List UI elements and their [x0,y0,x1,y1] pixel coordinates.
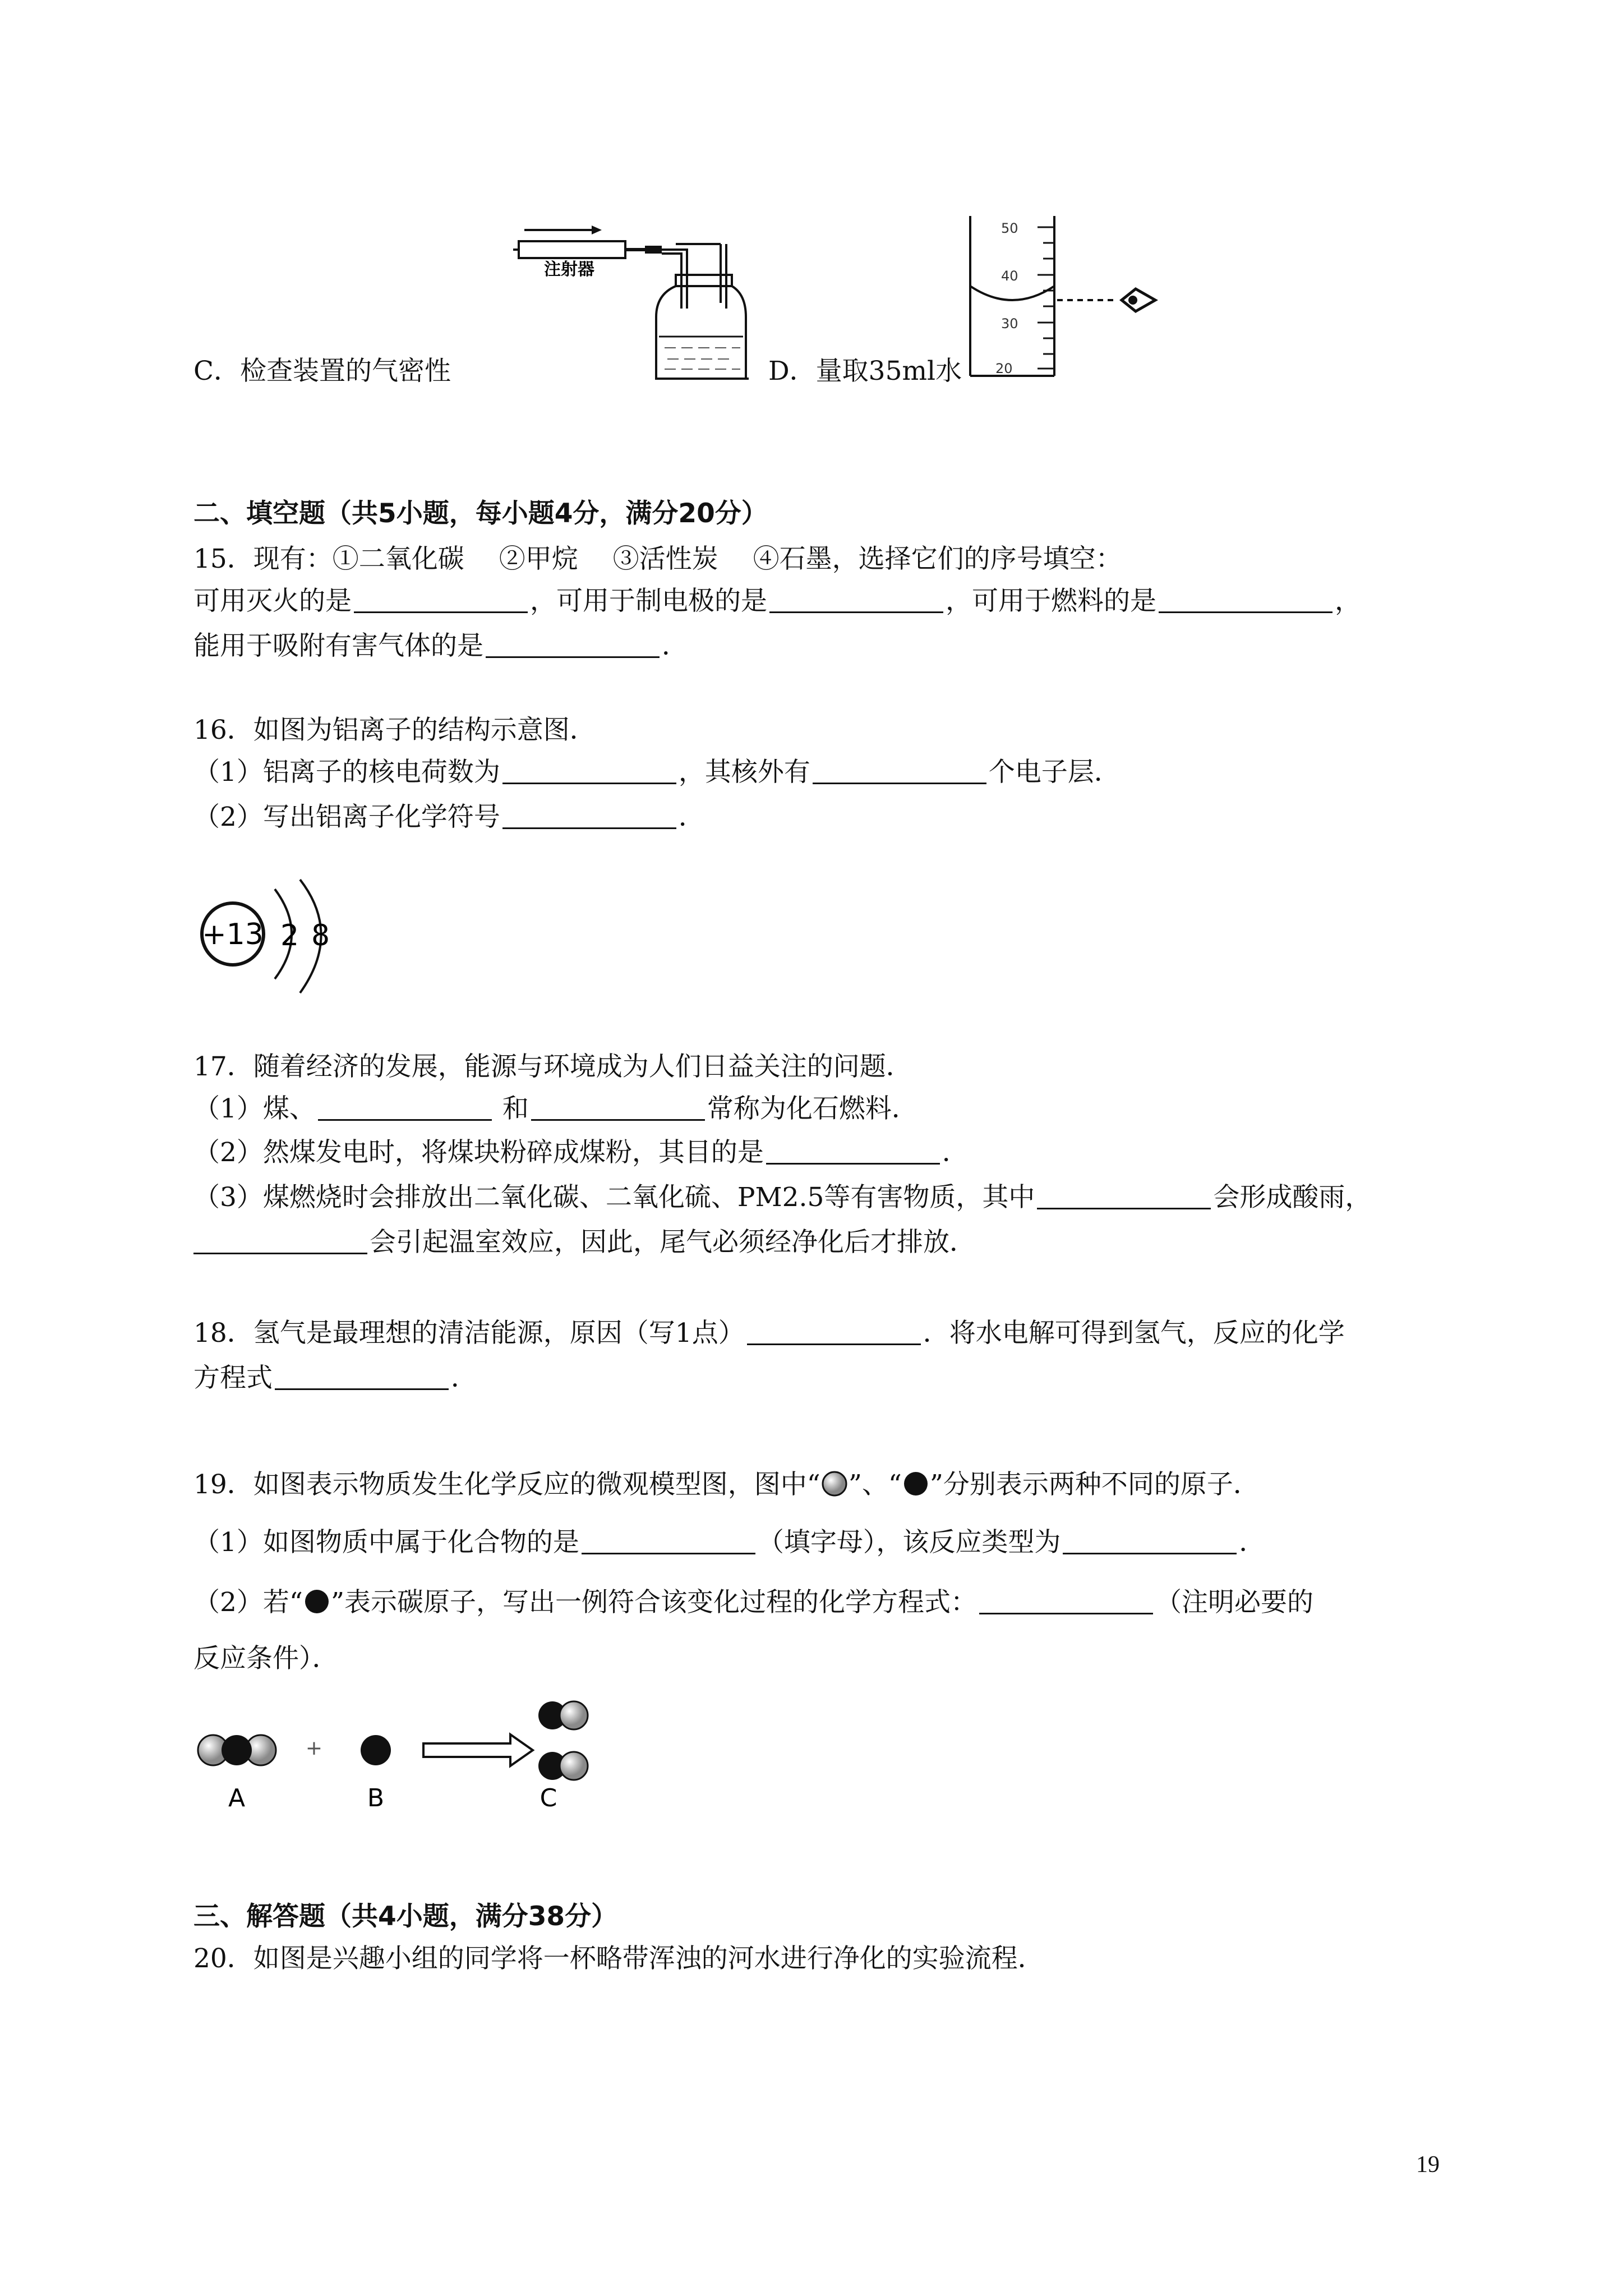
q16-part2 [193,799,705,835]
q15-line1 [193,583,1361,619]
cyl-mark-40: 40 [1001,268,1018,284]
white-atom-icon [820,1470,849,1498]
answer-blank[interactable] [354,587,528,613]
answer-blank[interactable] [318,1094,492,1121]
reaction-model-diagram [196,1700,600,1829]
q18-text-b: ．将水电解可得到氢气，反应的化学 [923,1318,1345,1349]
q17-text-e: ． [942,1137,969,1168]
q17-text-a: （1）煤、 [193,1093,316,1124]
q19-part3: 反应条件）． [193,1643,339,1674]
q17-text-b: 和 [494,1093,529,1124]
answer-blank[interactable] [1159,587,1332,613]
section3-title: 三、解答题（共4小题，满分38分） [193,1901,618,1932]
aluminum-ion-diagram [196,875,353,1010]
q18-text-c: 方程式 [193,1363,273,1393]
nucleus-charge: +13 [202,918,264,951]
cyl-mark-20: 20 [995,361,1013,376]
label-a: A [228,1784,246,1812]
q14-option-c: C．检查装置的气密性 [193,356,451,386]
q16-stem: 16．如图为铝离子的结构示意图． [193,715,596,746]
answer-blank[interactable] [1037,1183,1211,1209]
measuring-cylinder-figure [965,210,1166,390]
q15-text-f: ． [662,631,688,661]
q15-text-a: 可用灭火的是 [193,586,352,616]
answer-blank[interactable] [531,1094,705,1121]
q16-text-e: ． [678,802,705,832]
q17-part3 [193,1180,1371,1216]
q19-part2 [193,1585,1313,1621]
q20-stem: 20．如图是兴趣小组的同学将一杯略带浑浊的河水进行净化的实验流程． [193,1943,1044,1974]
answer-blank[interactable] [747,1319,921,1345]
q15-line2 [193,628,688,664]
plus-sign: + [305,1737,323,1760]
carbon-atom-icon [303,1588,331,1616]
label-c: C [540,1784,557,1812]
q16-text-d: （2）写出铝离子化学符号 [193,802,500,832]
q19-text-f: ． [1239,1527,1266,1558]
q19-text-c: ”分别表示两种不同的原子． [929,1469,1260,1500]
q15-text-d: ， [1335,586,1361,616]
q16-text-b: ，其核外有 [678,757,810,788]
answer-blank[interactable] [979,1588,1153,1614]
answer-blank[interactable] [486,632,660,658]
q15-text-e: 能用于吸附有害气体的是 [193,631,483,661]
q19-line1 [193,1467,1260,1503]
q17-part4 [193,1225,976,1260]
black-atom-icon [902,1470,930,1498]
q17-stem: 17．随着经济的发展，能源与环境成为人们日益关注的问题． [193,1051,912,1082]
answer-blank[interactable] [275,1364,449,1390]
q19-text-g: （2）若“ [193,1587,303,1618]
answer-blank[interactable] [813,758,986,784]
q15-text-c: ，可用于燃料的是 [946,586,1156,616]
answer-blank[interactable] [1063,1528,1237,1554]
q16-text-a: （1）铝离子的核电荷数为 [193,757,500,788]
q17-text-g: 会形成酸雨， [1213,1182,1372,1213]
q19-part1 [193,1525,1265,1561]
q17-text-f: （3）煤燃烧时会排放出二氧化碳、二氧化硫、PM2.5等有害物质，其中 [193,1182,1035,1213]
answer-blank[interactable] [769,587,943,613]
q18-text-d: ． [451,1363,477,1393]
label-b: B [367,1784,385,1812]
q16-text-c: 个电子层． [988,757,1121,788]
cyl-mark-50: 50 [1001,220,1018,236]
q17-part2 [193,1135,969,1171]
q16-part1 [193,754,1121,790]
q17-text-h: 会引起温室效应，因此，尾气必须经净化后才排放． [370,1227,976,1258]
cyl-mark-30: 30 [1001,316,1018,332]
q14-option-d: D．量取35ml水 [768,356,962,386]
q18-line2 [193,1360,477,1396]
answer-blank[interactable] [766,1138,940,1165]
shell2-electrons: 8 [311,919,330,953]
q17-text-c: 常称为化石燃料． [707,1093,918,1124]
section2-title: 二、填空题（共5小题，每小题4分，满分20分） [193,498,768,529]
page-number: 19 [1416,2152,1440,2178]
q19-text-e: （填字母），该反应类型为 [757,1527,1061,1558]
q19-text-a: 19．如图表示物质发生化学反应的微观模型图，图中“ [193,1469,820,1500]
q19-text-b: ”、“ [848,1469,902,1500]
q19-text-h: ”表示碳原子，写出一例符合该变化过程的化学方程式： [330,1587,977,1618]
syringe-label: 注射器 [544,260,594,279]
q17-text-d: （2）然煤发电时，将煤块粉碎成煤粉，其目的是 [193,1137,764,1168]
q15-stem: 15．现有：①二氧化碳 ②甲烷 ③活性炭 ④石墨，选择它们的序号填空： [193,544,1122,574]
answer-blank[interactable] [193,1228,367,1254]
syringe-bottle-figure [513,219,749,387]
q18-line1 [193,1315,1345,1351]
answer-blank[interactable] [502,758,676,784]
answer-blank[interactable] [502,803,676,829]
shell1-electrons: 2 [280,919,299,953]
q19-text-d: （1）如图物质中属于化合物的是 [193,1527,579,1558]
q17-part1 [193,1091,918,1127]
answer-blank[interactable] [582,1528,755,1554]
q18-text-a: 18．氢气是最理想的清洁能源，原因（写1点） [193,1318,745,1349]
q15-text-b: ，可用于制电极的是 [530,586,767,616]
q19-text-i: （注明必要的 [1155,1587,1313,1618]
